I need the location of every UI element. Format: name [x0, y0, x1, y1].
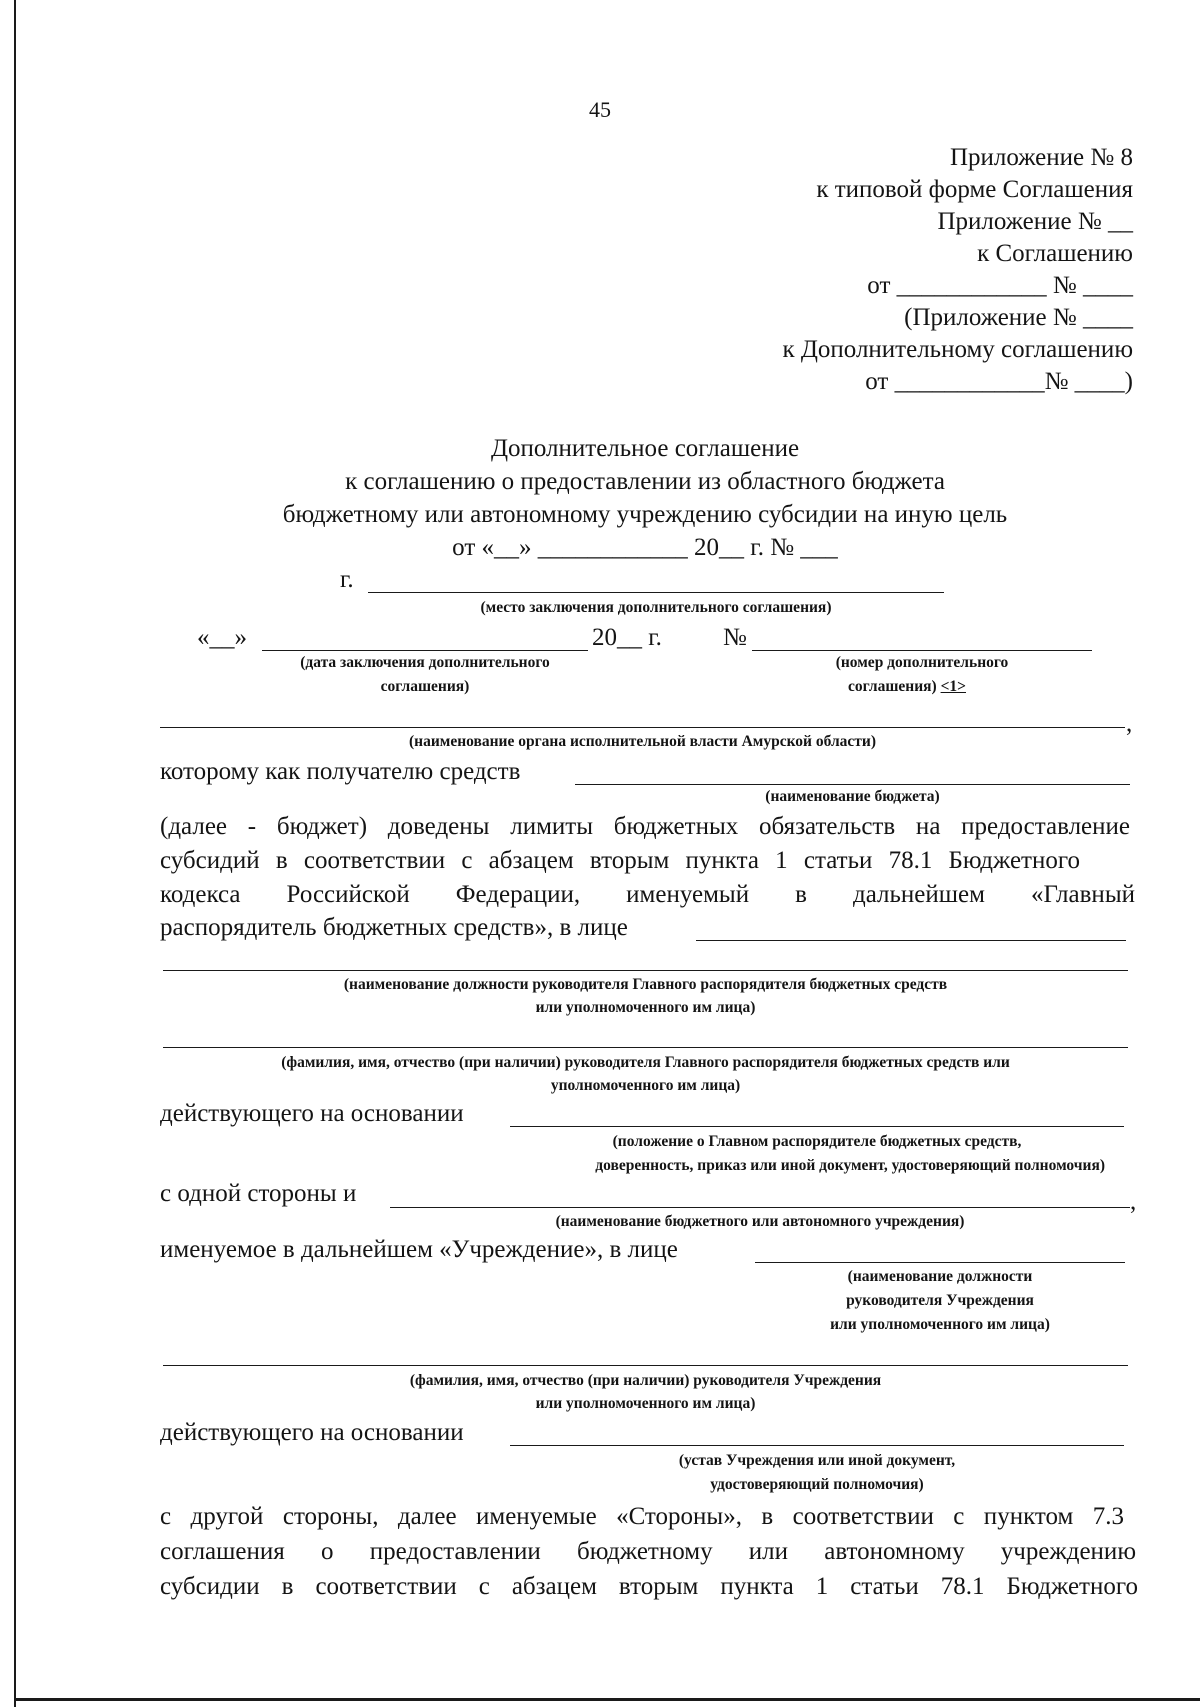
inst-pos-caption-2: руководителя Учреждения: [846, 1292, 1034, 1309]
basis-caption-1b: доверенность, приказ или иной документ, удостоверяющий полномочия): [595, 1157, 1105, 1174]
recipient-text: которому как получателю средств: [160, 758, 521, 785]
institution-comma: ,: [1130, 1188, 1137, 1215]
fio-caption-1: (фамилия, имя, отчество (при наличии) руководителя Главного распорядителя бюджетных средств или: [281, 1054, 1010, 1071]
position-caption-2: или уполномоченного им лица): [535, 999, 756, 1016]
number-field-line[interactable]: [752, 650, 1092, 651]
named-institution-text: именуемое в дальнейшем «Учреждение», в лице: [160, 1236, 678, 1263]
place-field-line[interactable]: [368, 592, 944, 593]
para1-line-4: распорядитель бюджетных средств», в лице: [160, 914, 628, 941]
date-caption-2: соглашения): [380, 678, 470, 695]
page-border-bottom: [14, 1698, 1200, 1701]
organ-comma: ,: [1126, 710, 1133, 737]
basis-caption-1a: (положение о Главном распорядителе бюджетных средств,: [612, 1133, 1022, 1150]
institution-representative-line[interactable]: [755, 1262, 1125, 1263]
organ-caption: (наименование органа исполнительной власти Амурской области): [408, 733, 876, 750]
organ-field-line[interactable]: [160, 727, 1125, 728]
basis-text-2: действующего на основании: [160, 1419, 464, 1446]
side-one-text: с одной стороны и: [160, 1180, 357, 1207]
basis-caption-2a: (устав Учреждения или иной документ,: [678, 1452, 956, 1469]
date-caption-1: (дата заключения дополнительного: [300, 654, 550, 671]
institution-caption: (наименование бюджетного или автономного учреждения): [555, 1213, 965, 1230]
place-prefix: г.: [340, 566, 354, 593]
final-line-3: субсидии в соответствии с абзацем вторым пункта 1 статьи 78.1 Бюджетного: [160, 1573, 1138, 1600]
budget-field-line[interactable]: [575, 784, 1130, 785]
para1-line-3: кодекса Российской Федерации, именуемый в дальнейшем «Главный: [160, 881, 1135, 908]
agreement-date-number: от ____________ № ____: [867, 272, 1133, 299]
additional-agreement-date-number: от ____________№ ____): [865, 368, 1133, 395]
title-line-2: к соглашению о предоставлении из областного бюджета: [345, 468, 945, 495]
basis-caption-2b: удостоверяющий полномочия): [710, 1476, 924, 1493]
para1-line-2: субсидий в соответствии с абзацем вторым пункта 1 статьи 78.1 Бюджетного: [160, 847, 1080, 874]
basis-text-1: действующего на основании: [160, 1100, 464, 1127]
footnote-link[interactable]: <1>: [940, 678, 966, 695]
final-line-1: с другой стороны, далее именуемые «Стороны», в соответствии с пунктом 7.3: [160, 1503, 1124, 1530]
date-quote: «__»: [197, 624, 247, 651]
appendix-8-label: Приложение № 8: [949, 144, 1133, 171]
appendix-number-label: Приложение № __: [937, 208, 1133, 235]
budget-caption: (наименование бюджета): [765, 788, 940, 805]
institution-fio-line[interactable]: [163, 1365, 1128, 1366]
fio-field-line[interactable]: [163, 1047, 1128, 1048]
date-year: 20__ г.: [592, 624, 662, 651]
institution-field-line[interactable]: [390, 1207, 1130, 1208]
to-additional-agreement-label: к Дополнительному соглашению: [782, 336, 1133, 363]
additional-appendix-label: (Приложение № ____: [904, 304, 1133, 331]
final-line-2: соглашения о предоставлении бюджетному или автономному учреждению: [160, 1538, 1136, 1565]
inst-fio-caption-1: (фамилия, имя, отчество (при наличии) руководителя Учреждения: [409, 1372, 882, 1389]
title-line-3: бюджетному или автономному учреждению субсидии на иную цель: [282, 501, 1008, 528]
para1-line-1: (далее - бюджет) доведены лимиты бюджетных обязательств на предоставление: [160, 813, 1130, 840]
typical-form-label: к типовой форме Соглашения: [816, 176, 1133, 203]
number-sign: №: [723, 624, 747, 651]
inst-pos-caption-3: или уполномоченного им лица): [830, 1316, 1050, 1333]
page-border-left: [14, 0, 16, 1707]
to-agreement-label: к Соглашению: [977, 240, 1133, 267]
basis-field-line-2[interactable]: [510, 1445, 1124, 1446]
page-number: 45: [589, 97, 611, 122]
inst-pos-caption-1: (наименование должности: [847, 1268, 1033, 1285]
position-caption-1: (наименование должности руководителя Главного распорядителя бюджетных средств: [343, 976, 948, 993]
inst-fio-caption-2: или уполномоченного им лица): [535, 1395, 756, 1412]
representative-field-line[interactable]: [696, 940, 1126, 941]
position-field-line[interactable]: [163, 970, 1128, 971]
date-field-line[interactable]: [262, 650, 588, 651]
place-caption: (место заключения дополнительного соглашения): [480, 599, 832, 616]
title-date-number: от «__» ____________ 20__ г. № ___: [452, 534, 838, 561]
number-caption-1: (номер дополнительного: [835, 654, 1009, 671]
number-caption-2: соглашения) <1>: [848, 678, 966, 695]
fio-caption-2: уполномоченного им лица): [550, 1077, 741, 1094]
basis-field-line-1[interactable]: [510, 1126, 1124, 1127]
document-title: Дополнительное соглашение: [490, 435, 800, 462]
